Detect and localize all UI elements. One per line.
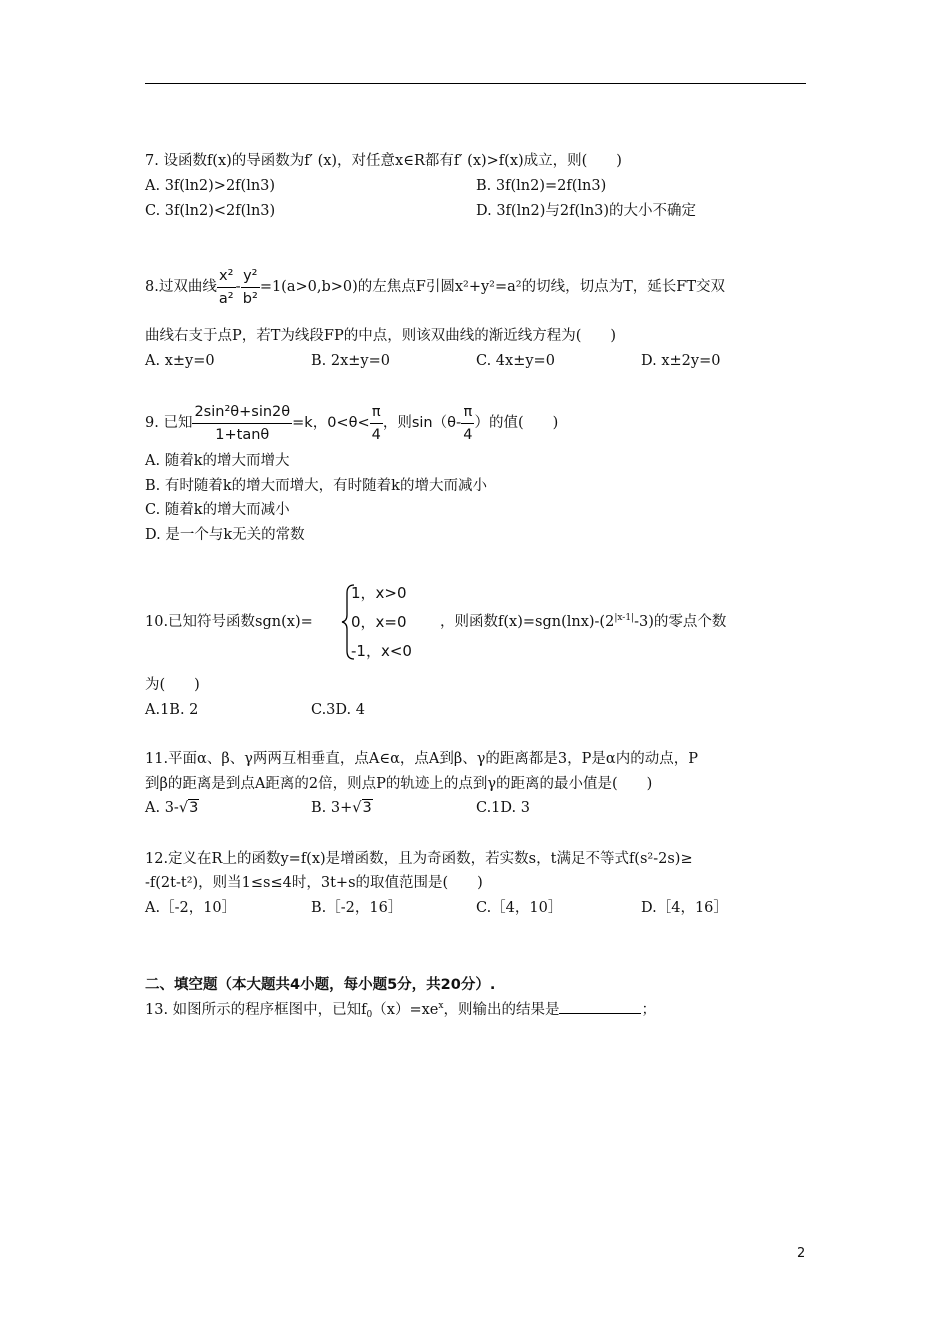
- q9-prefix: 9. 已知: [145, 415, 193, 431]
- q9-numerator: 2sin²θ+sin2θ: [192, 401, 292, 424]
- q11-option-b: [311, 798, 373, 818]
- q9-four-second: 4: [463, 426, 473, 443]
- q9-condition: =k，0<θ<: [292, 415, 370, 431]
- q10-stem-line2: 为( ): [145, 677, 200, 693]
- q9-then: ，则sin（θ-: [382, 415, 462, 431]
- q7-option-c: C. 3f(ln2)<2f(ln3): [145, 203, 276, 219]
- q12-option-a: A.［-2，10］: [145, 900, 237, 916]
- q13-post: ，则输出的结果是: [443, 1002, 560, 1018]
- q9-pi-over-4-second: [461, 401, 474, 446]
- q8-stem-line1: [145, 264, 725, 310]
- q10-exponent: |x-1|: [614, 613, 635, 623]
- q11-options-cd: C.1D. 3: [476, 800, 530, 816]
- q12-option-b: B.［-2，16］: [311, 900, 403, 916]
- q13-end: ；: [641, 1002, 656, 1018]
- q9-option-c: C. 随着k的增大而减小: [145, 502, 290, 518]
- q7-option-b: B. 3f(ln2)=2f(ln3): [476, 178, 607, 194]
- q7-option-d: D. 3f(ln2)与2f(ln3)的大小不确定: [476, 203, 697, 219]
- q8-frac2-numerator: y²: [241, 265, 260, 288]
- q11-stem-line1: 11.平面α、β、γ两两互相垂直，点A∈α，点A到β、γ的距离都是3，P是α内的动点，P: [145, 751, 698, 767]
- q10-prefix: 10.已知符号函数sgn(x)=: [145, 614, 313, 630]
- q8-option-a: A. x±y=0: [145, 353, 215, 369]
- q8-option-c: C. 4x±y=0: [476, 353, 555, 369]
- q11-option-a: [145, 798, 199, 818]
- q9-option-a: A. 随着k的增大而增大: [145, 453, 290, 469]
- q9-denominator: 1+tanθ: [215, 426, 270, 443]
- q9-four: 4: [371, 426, 381, 443]
- q12-stem-line2: -f(2t-t²)，则当1≤s≤4时，3t+s的取值范围是( ): [145, 875, 483, 891]
- q13-stem: [145, 999, 656, 1020]
- q8-prefix: 8.过双曲线: [145, 279, 217, 295]
- q8-option-b: B. 2x±y=0: [311, 353, 390, 369]
- q10-case-positive: 1，x>0: [351, 584, 407, 602]
- q9-option-d: D. 是一个与k无关的常数: [145, 527, 305, 543]
- header-rule: [145, 83, 806, 84]
- q11-a-prefix: A. 3-: [145, 800, 179, 816]
- q8-frac2-denominator: b²: [242, 290, 258, 307]
- q11-b-sqrt: √3: [352, 800, 372, 816]
- q11-a-radicand: 3: [189, 800, 199, 816]
- q9-close: ）的值( ): [474, 415, 559, 431]
- q13-subscript: 0: [366, 1010, 373, 1020]
- q8-fraction-y2-b2: [241, 265, 260, 310]
- q9-pi-second: π: [461, 401, 474, 424]
- q11-stem-line2: 到β的距离是到点A距离的2倍，则点P的轨迹上的点到γ的距离的最小值是( ): [145, 776, 653, 792]
- q10-case-negative: -1，x<0: [351, 642, 412, 660]
- page-number: 2: [797, 1246, 806, 1261]
- q10-after-a: ，则函数f(x)=sgn(lnx)-(2: [440, 614, 615, 630]
- q8-frac1-numerator: x²: [217, 265, 236, 288]
- q13-mid: （x）=xe: [372, 1002, 439, 1018]
- section-heading-fill-in: 二、填空题（本大题共4小题，每小题5分，共20分）.: [145, 977, 496, 993]
- q9-option-b: B. 有时随着k的增大而增大，有时随着k的增大而减小: [145, 478, 487, 494]
- q7-option-a: A. 3f(ln2)>2f(ln3): [145, 178, 276, 194]
- q12-stem-line1: 12.定义在R上的函数y=f(x)是增函数，且为奇函数，若实数s，t满足不等式f(s²-2s)≥: [145, 851, 693, 867]
- q9-stem: [145, 400, 558, 446]
- q13-pre: 13. 如图所示的程序框图中，已知f: [145, 1002, 367, 1018]
- q12-option-d: D.［4，16］: [641, 900, 728, 916]
- q8-stem-rest: =1(a>0,b>0)的左焦点F引圆x²+y²=a²的切线，切点为T，延长FT交双: [259, 279, 726, 295]
- q13-superscript: x: [438, 1001, 444, 1011]
- q10-stem-rest: [440, 612, 726, 632]
- q9-pi: π: [370, 401, 383, 424]
- q12-option-c: C.［4，10］: [476, 900, 563, 916]
- q11-b-radicand: 3: [362, 800, 372, 816]
- q7-stem: 7. 设函数f(x)的导函数为f′ (x)，对任意x∈R都有f′ (x)>f(x)成立，则( ): [145, 153, 622, 169]
- q10-case-zero: 0，x=0: [351, 613, 407, 631]
- q8-stem-line2: 曲线右支于点P，若T为线段FP的中点，则该双曲线的渐近线方程为( ): [145, 328, 617, 344]
- q8-minus: -: [235, 279, 241, 295]
- q10-options-cd: C.3D. 4: [311, 702, 365, 718]
- q8-frac1-denominator: a²: [218, 290, 234, 307]
- q8-option-d: D. x±2y=0: [641, 353, 721, 369]
- q13-answer-blank[interactable]: [559, 999, 641, 1014]
- q11-b-prefix: B. 3+: [311, 800, 353, 816]
- q10-after-b: -3)的零点个数: [634, 614, 727, 630]
- q8-fraction-x2-a2: [217, 265, 236, 310]
- q10-options-ab: A.1B. 2: [145, 702, 199, 718]
- q9-main-fraction: [192, 401, 292, 446]
- q11-a-sqrt: √3: [178, 800, 199, 816]
- q9-pi-over-4: [370, 401, 383, 446]
